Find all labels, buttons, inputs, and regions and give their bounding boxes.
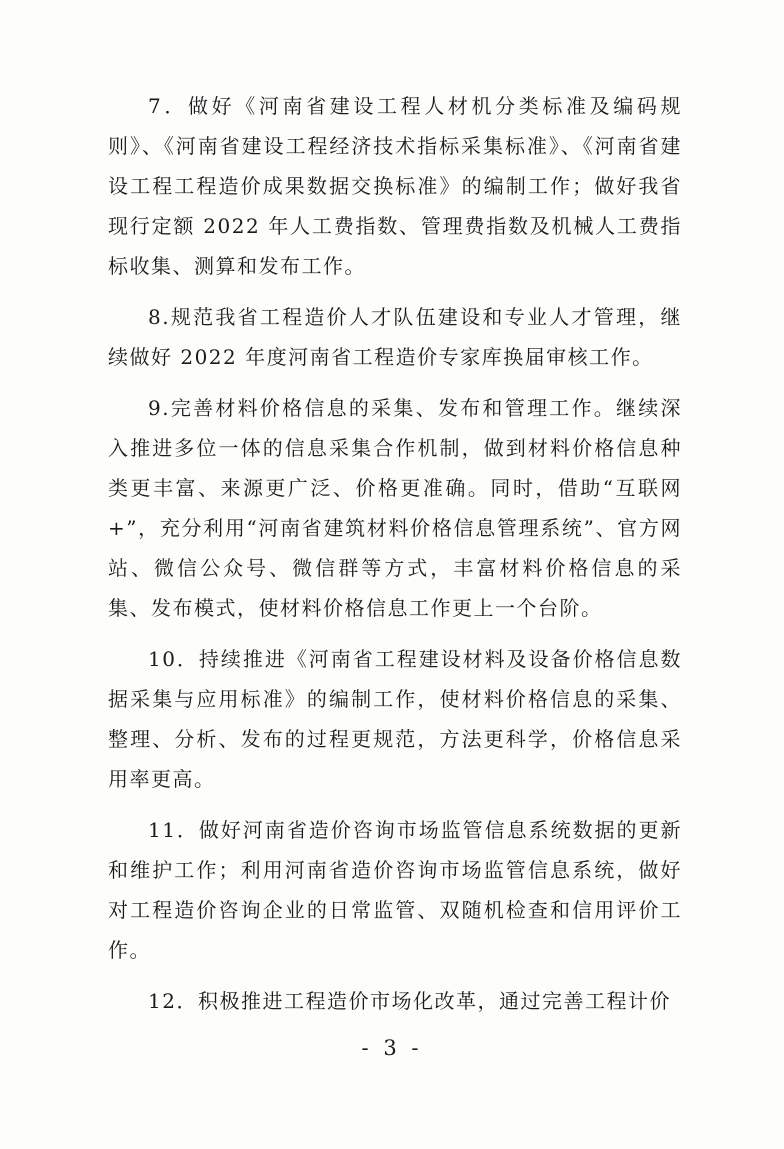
paragraph-item-12: 12．积极推进工程造价市场化改革，通过完善工程计价 [148,989,671,1013]
paragraph-item-11: 11．做好河南省造价咨询市场监管信息系统数据的更新和维护工作；利用河南省造价咨询市场监管信息系统，做好对工程造价咨询企业的日常监管、双随机检查和信用评价工作。 [108,818,682,962]
paragraph-item-9: 9.完善材料价格信息的采集、发布和管理工作。继续深入推进多位一体的信息采集合作机制，做到材料价格信息种类更丰富、来源更广泛、价格更准确。同时，借助“互联网+”，充分利用“河南省建筑材料价格信息管理系统”、官方网站、微信公众号、微信群等方式，丰富材料价格信息的采集、发布模式，使材料价格信息工作更上一个台阶。 [108,396,682,620]
page-number: - 3 - [361,1036,423,1060]
paragraph-item-8: 8.规范我省工程造价人才队伍建设和专业人才管理，继续做好 2022 年度河南省工程造价专家库换届审核工作。 [108,305,682,369]
paragraph-item-10: 10．持续推进《河南省工程建设材料及设备价格信息数据采集与应用标准》的编制工作，使材料价格信息的采集、整理、分析、发布的过程更规范，方法更科学，价格信息采用率更高。 [108,647,682,791]
document-body [108,86,682,1032]
paragraph-item-7: 7．做好《河南省建设工程人材机分类标准及编码规则》、《河南省建设工程经济技术指标采集标准》、《河南省建设工程工程造价成果数据交换标准》的编制工作；做好我省现行定额 2022 年人工费指数、管理费指数及机械人工费指标收集、测算和发布工作。 [108,94,682,278]
